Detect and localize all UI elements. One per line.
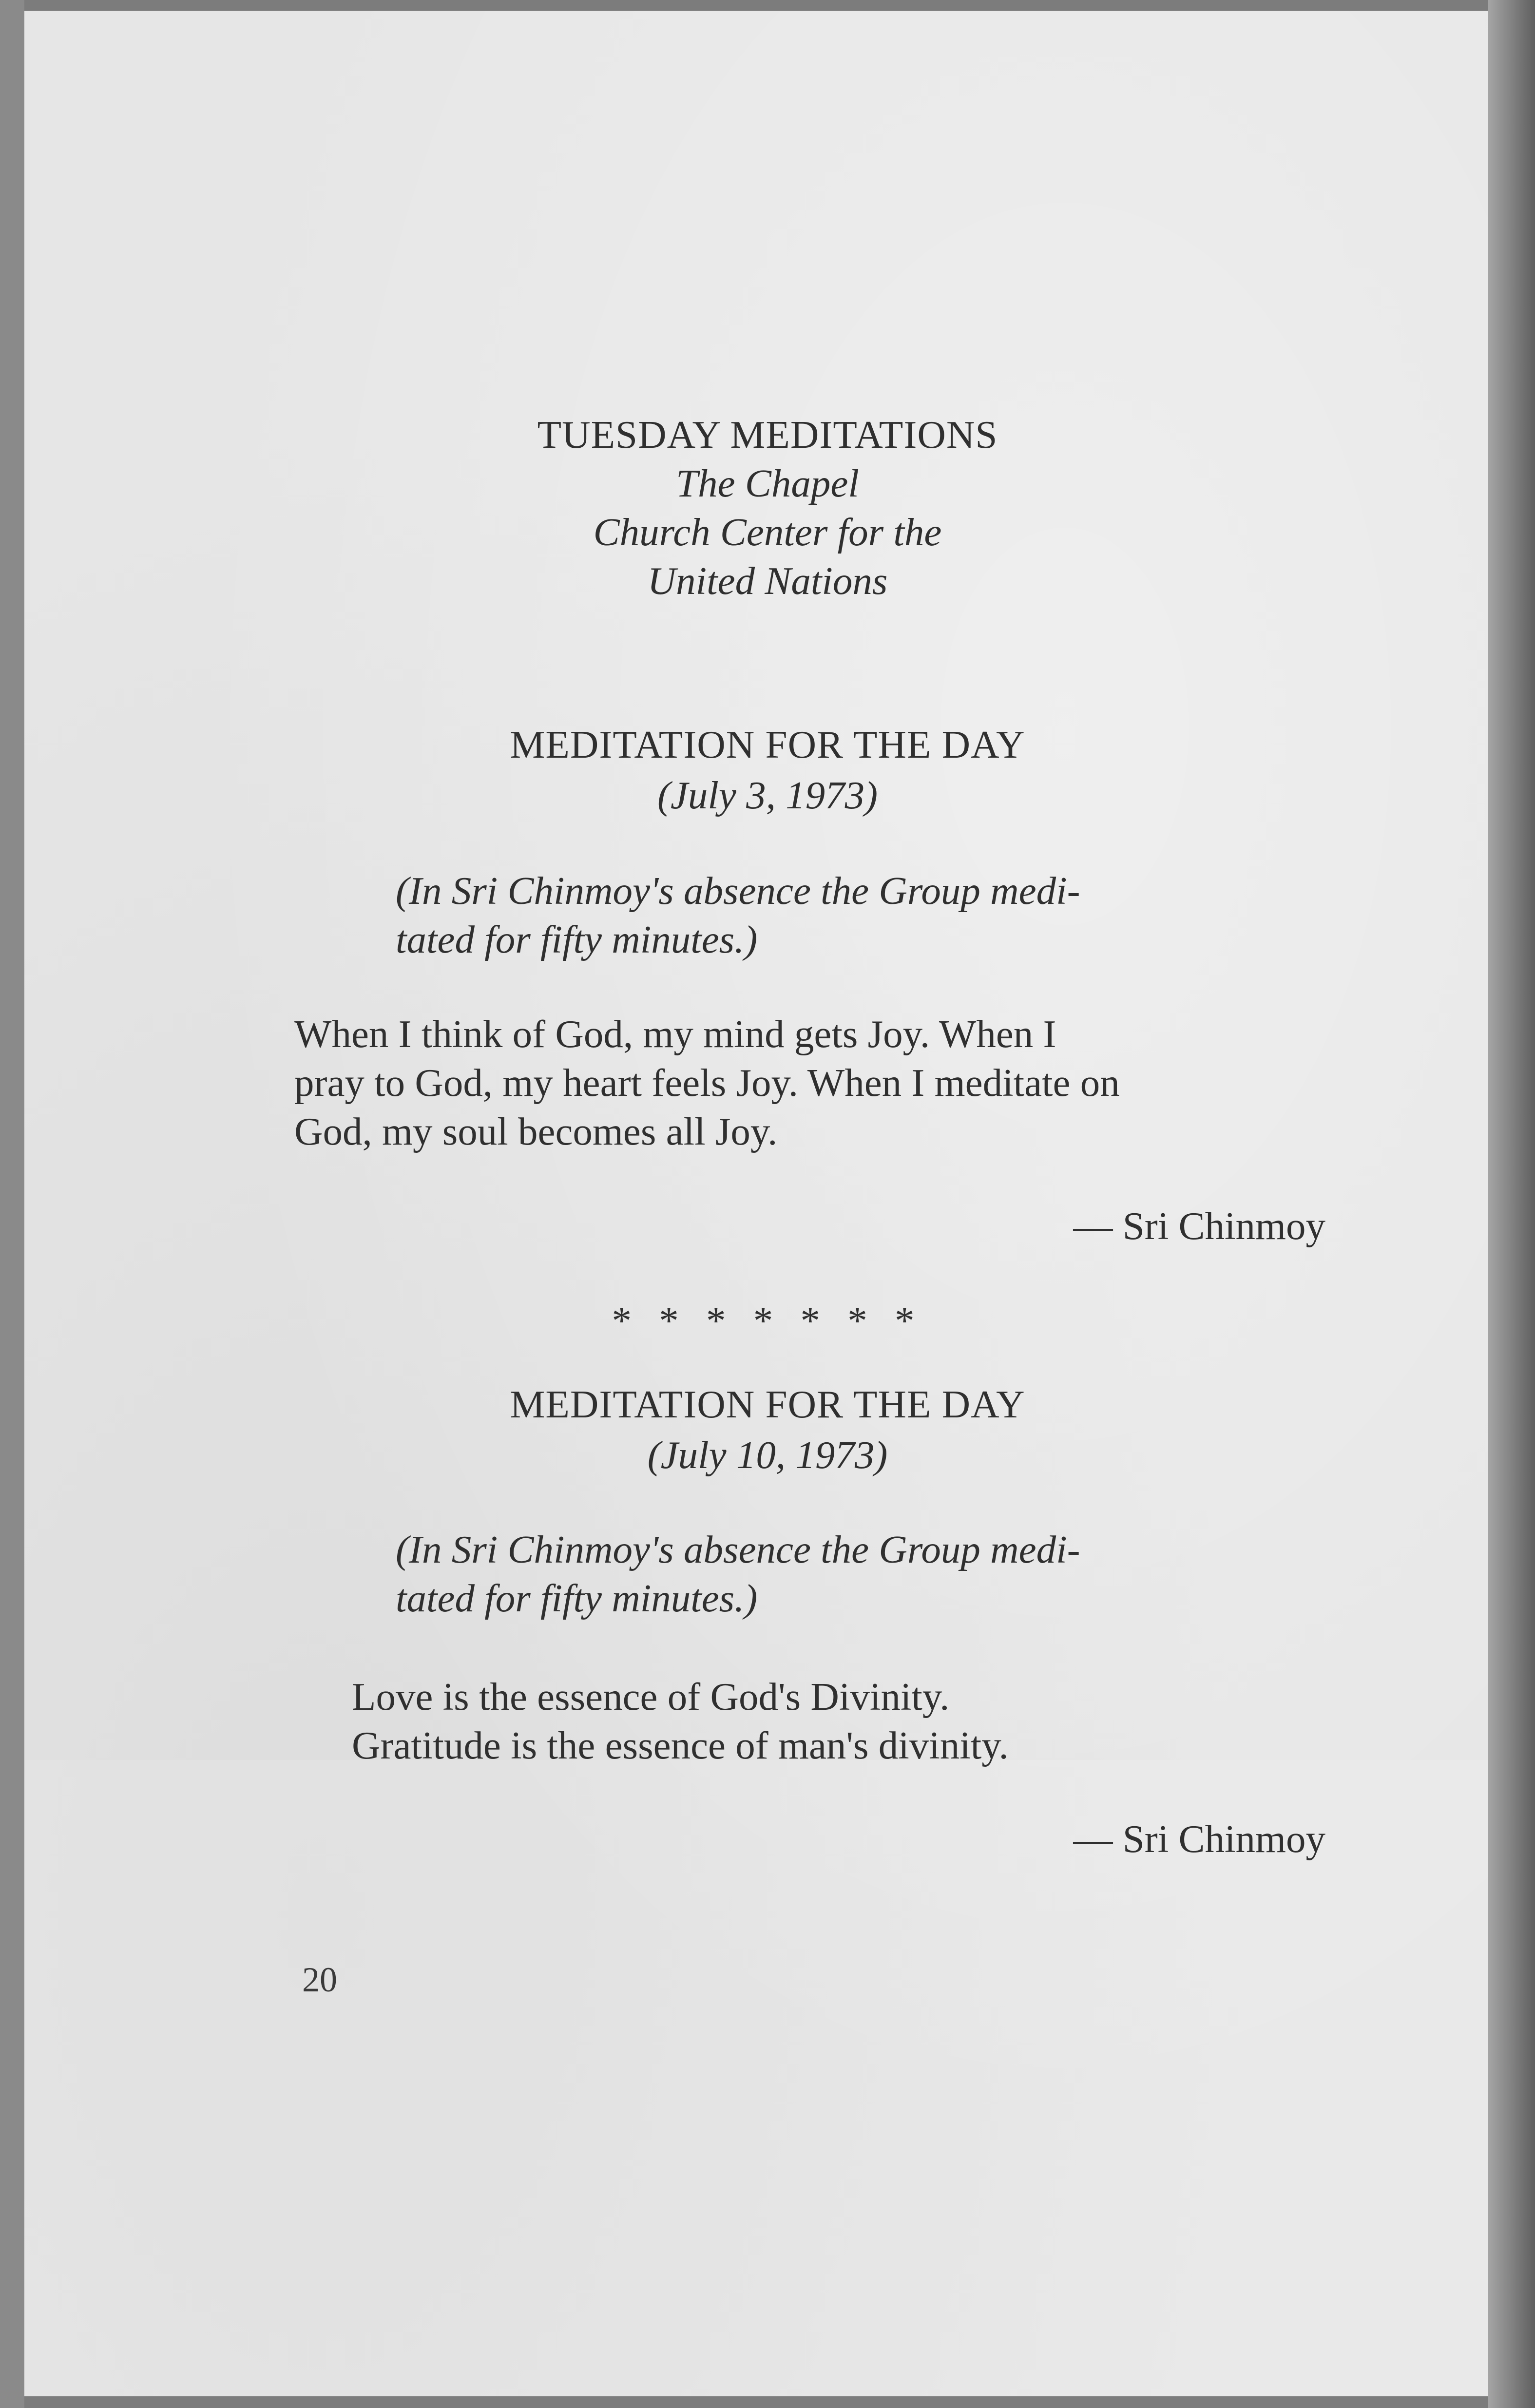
entry-2-body [352,1672,1009,1770]
entry-2-date: (July 10, 1973) [647,1433,888,1477]
venue-line-2: Church Center for the [593,510,942,554]
venue-line-1: The Chapel [676,461,859,505]
entry-1-heading: MEDITATION FOR THE DAY [510,723,1025,766]
entry-1-attribution: — Sri Chinmoy [1073,1204,1325,1248]
scan-right-edge [1488,0,1535,2408]
entry-1-note-line-2: tated for fifty minutes.) [396,917,758,961]
entry-2-attribution: — Sri Chinmoy [1073,1817,1325,1861]
entry-1-body [294,1010,1120,1156]
entry-2-heading: MEDITATION FOR THE DAY [510,1382,1025,1426]
page-title: TUESDAY MEDITATIONS [537,413,998,457]
entry-2-body-line-1: Love is the essence of God's Divinity. [352,1675,950,1719]
entry-1-body-line-2: pray to God, my heart feels Joy. When I meditate on [294,1061,1120,1105]
entry-2-note [396,1525,1080,1623]
entry-2-note-line-1: (In Sri Chinmoy's absence the Group medi- [396,1528,1080,1571]
scan-left-edge [0,0,24,2408]
entry-1-note-line-1: (In Sri Chinmoy's absence the Group medi- [396,869,1080,913]
entry-1-body-line-3: God, my soul becomes all Joy. [294,1109,778,1153]
entry-1-date: (July 3, 1973) [657,773,878,817]
venue-line-3: United Nations [647,559,888,603]
entry-2-note-line-2: tated for fifty minutes.) [396,1576,758,1620]
entry-2-body-line-2: Gratitude is the essence of man's divinity. [352,1723,1009,1767]
entry-1-note [396,866,1080,964]
page-number: 20 [302,1960,337,1999]
section-separator: * * * * * * * [612,1299,923,1342]
entry-1-body-line-1: When I think of God, my mind gets Joy. When I [294,1012,1056,1056]
